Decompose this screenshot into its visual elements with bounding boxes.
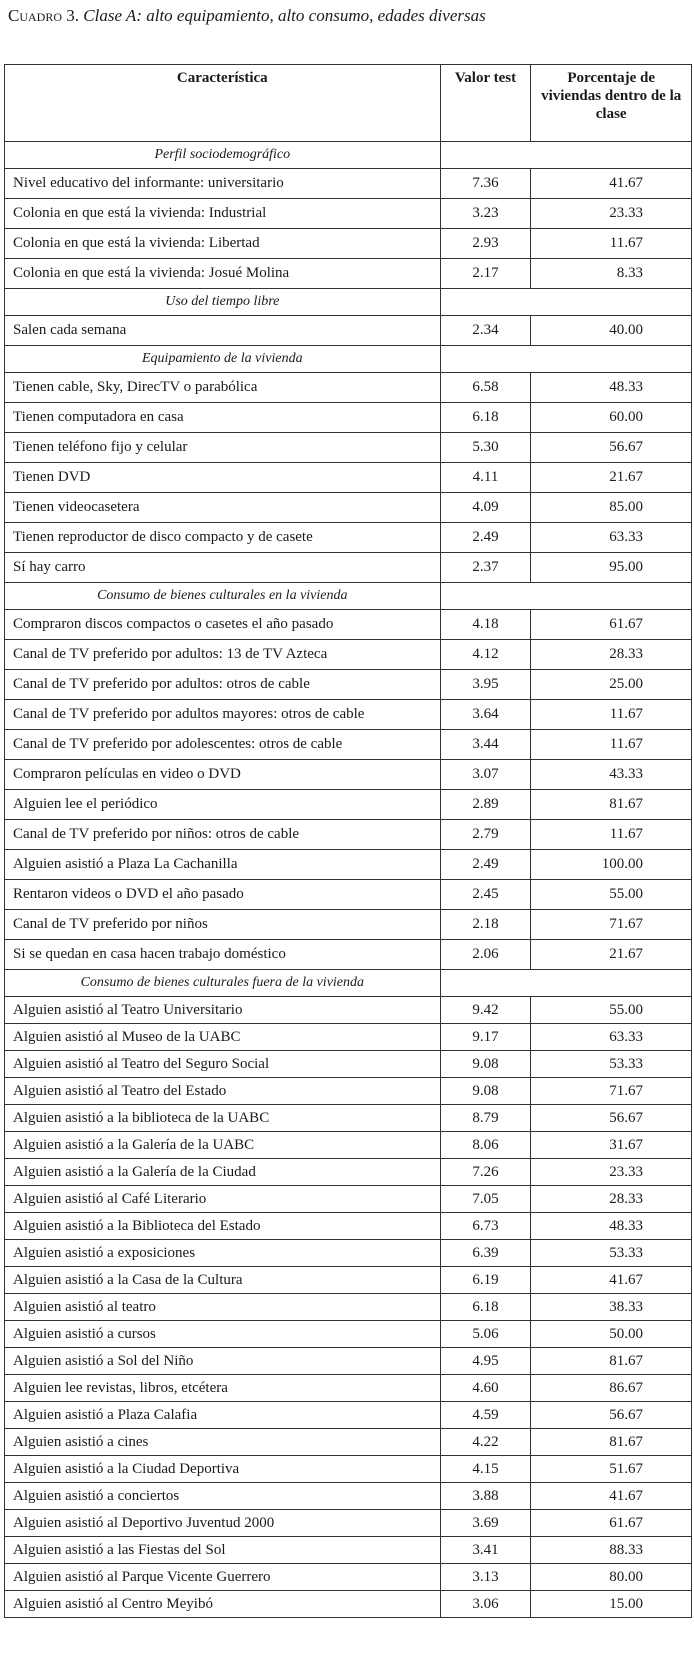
section-empty-cell bbox=[440, 142, 691, 169]
section-title: Consumo de bienes culturales en la vivienda bbox=[5, 583, 441, 610]
row-test-value: 7.05 bbox=[440, 1186, 531, 1213]
table-row bbox=[5, 373, 692, 403]
row-test-value: 3.41 bbox=[440, 1537, 531, 1564]
row-test-value: 6.19 bbox=[440, 1267, 531, 1294]
row-percentage: 25.00 bbox=[531, 670, 692, 700]
row-label: Canal de TV preferido por niños: otros de cable bbox=[5, 820, 441, 850]
table-row bbox=[5, 229, 692, 259]
row-percentage: 61.67 bbox=[531, 1510, 692, 1537]
header-characteristic: Característica bbox=[5, 65, 441, 142]
row-test-value: 4.12 bbox=[440, 640, 531, 670]
row-label: Tienen reproductor de disco compacto y de casete bbox=[5, 523, 441, 553]
row-percentage: 48.33 bbox=[531, 373, 692, 403]
section-empty-cell bbox=[440, 970, 691, 997]
table-row bbox=[5, 259, 692, 289]
row-percentage: 28.33 bbox=[531, 640, 692, 670]
table-row bbox=[5, 1537, 692, 1564]
row-percentage: 21.67 bbox=[531, 940, 692, 970]
row-test-value: 4.22 bbox=[440, 1429, 531, 1456]
row-percentage: 43.33 bbox=[531, 760, 692, 790]
row-label: Canal de TV preferido por adultos mayores: otros de cable bbox=[5, 700, 441, 730]
row-label: Alguien asistió a las Fiestas del Sol bbox=[5, 1537, 441, 1564]
row-percentage: 53.33 bbox=[531, 1051, 692, 1078]
row-percentage: 86.67 bbox=[531, 1375, 692, 1402]
row-test-value: 2.49 bbox=[440, 850, 531, 880]
row-percentage: 55.00 bbox=[531, 997, 692, 1024]
row-test-value: 3.13 bbox=[440, 1564, 531, 1591]
table-row bbox=[5, 940, 692, 970]
row-test-value: 4.15 bbox=[440, 1456, 531, 1483]
table-row bbox=[5, 730, 692, 760]
table-row bbox=[5, 880, 692, 910]
table-row bbox=[5, 1375, 692, 1402]
row-percentage: 81.67 bbox=[531, 1429, 692, 1456]
row-label: Alguien asistió a la biblioteca de la UABC bbox=[5, 1105, 441, 1132]
row-percentage: 56.67 bbox=[531, 433, 692, 463]
row-test-value: 3.23 bbox=[440, 199, 531, 229]
table-row bbox=[5, 910, 692, 940]
row-label: Tienen computadora en casa bbox=[5, 403, 441, 433]
row-percentage: 51.67 bbox=[531, 1456, 692, 1483]
row-percentage: 63.33 bbox=[531, 523, 692, 553]
section-title: Consumo de bienes culturales fuera de la vivienda bbox=[5, 970, 441, 997]
table-row bbox=[5, 523, 692, 553]
row-label: Alguien asistió al Parque Vicente Guerrero bbox=[5, 1564, 441, 1591]
row-test-value: 2.18 bbox=[440, 910, 531, 940]
row-test-value: 2.34 bbox=[440, 316, 531, 346]
row-label: Salen cada semana bbox=[5, 316, 441, 346]
table-row bbox=[5, 493, 692, 523]
row-percentage: 38.33 bbox=[531, 1294, 692, 1321]
row-label: Colonia en que está la vivienda: Libertad bbox=[5, 229, 441, 259]
row-percentage: 23.33 bbox=[531, 1159, 692, 1186]
section-empty-cell bbox=[440, 583, 691, 610]
row-test-value: 7.26 bbox=[440, 1159, 531, 1186]
section-title: Equipamiento de la vivienda bbox=[5, 346, 441, 373]
row-percentage: 15.00 bbox=[531, 1591, 692, 1618]
row-percentage: 60.00 bbox=[531, 403, 692, 433]
section-title: Uso del tiempo libre bbox=[5, 289, 441, 316]
row-label: Tienen teléfono fijo y celular bbox=[5, 433, 441, 463]
row-test-value: 2.06 bbox=[440, 940, 531, 970]
row-label: Alguien asistió al Café Literario bbox=[5, 1186, 441, 1213]
table-row bbox=[5, 1564, 692, 1591]
row-label: Alguien asistió a cursos bbox=[5, 1321, 441, 1348]
table-row bbox=[5, 760, 692, 790]
table-row bbox=[5, 316, 692, 346]
row-test-value: 9.17 bbox=[440, 1024, 531, 1051]
table-row bbox=[5, 1402, 692, 1429]
row-test-value: 4.18 bbox=[440, 610, 531, 640]
row-percentage: 55.00 bbox=[531, 880, 692, 910]
table-row bbox=[5, 1132, 692, 1159]
row-test-value: 6.39 bbox=[440, 1240, 531, 1267]
row-test-value: 6.18 bbox=[440, 403, 531, 433]
table-row bbox=[5, 1321, 692, 1348]
row-label: Alguien asistió a la Biblioteca del Estado bbox=[5, 1213, 441, 1240]
row-percentage: 41.67 bbox=[531, 169, 692, 199]
header-percentage: Porcentaje de viviendas dentro de la clase bbox=[531, 65, 692, 142]
header-test-value: Valor test bbox=[440, 65, 531, 142]
row-label: Compraron discos compactos o casetes el año pasado bbox=[5, 610, 441, 640]
row-percentage: 100.00 bbox=[531, 850, 692, 880]
table-row bbox=[5, 670, 692, 700]
row-test-value: 2.37 bbox=[440, 553, 531, 583]
row-test-value: 8.06 bbox=[440, 1132, 531, 1159]
data-table bbox=[4, 64, 692, 1618]
table-row bbox=[5, 1429, 692, 1456]
row-test-value: 5.06 bbox=[440, 1321, 531, 1348]
table-row bbox=[5, 553, 692, 583]
row-label: Alguien asistió al Deportivo Juventud 2000 bbox=[5, 1510, 441, 1537]
row-percentage: 28.33 bbox=[531, 1186, 692, 1213]
row-label: Sí hay carro bbox=[5, 553, 441, 583]
table-row bbox=[5, 433, 692, 463]
row-label: Canal de TV preferido por adolescentes: otros de cable bbox=[5, 730, 441, 760]
row-percentage: 11.67 bbox=[531, 229, 692, 259]
row-label: Si se quedan en casa hacen trabajo doméstico bbox=[5, 940, 441, 970]
section-row bbox=[5, 583, 692, 610]
table-caption bbox=[8, 6, 486, 26]
row-test-value: 2.45 bbox=[440, 880, 531, 910]
row-percentage: 81.67 bbox=[531, 790, 692, 820]
row-label: Nivel educativo del informante: universitario bbox=[5, 169, 441, 199]
row-label: Alguien asistió a la Ciudad Deportiva bbox=[5, 1456, 441, 1483]
caption-title: Clase A: alto equipamiento, alto consumo, edades diversas bbox=[83, 6, 486, 25]
table-row bbox=[5, 1483, 692, 1510]
row-label: Canal de TV preferido por adultos: 13 de TV Azteca bbox=[5, 640, 441, 670]
row-test-value: 9.42 bbox=[440, 997, 531, 1024]
table-row bbox=[5, 1348, 692, 1375]
row-percentage: 8.33 bbox=[531, 259, 692, 289]
row-label: Colonia en que está la vivienda: Josué Molina bbox=[5, 259, 441, 289]
row-percentage: 63.33 bbox=[531, 1024, 692, 1051]
row-test-value: 2.89 bbox=[440, 790, 531, 820]
table-body bbox=[5, 142, 692, 1618]
row-percentage: 80.00 bbox=[531, 1564, 692, 1591]
table-row bbox=[5, 1294, 692, 1321]
row-test-value: 5.30 bbox=[440, 433, 531, 463]
row-percentage: 40.00 bbox=[531, 316, 692, 346]
row-label: Alguien asistió a cines bbox=[5, 1429, 441, 1456]
table-row bbox=[5, 1456, 692, 1483]
table-row bbox=[5, 1078, 692, 1105]
row-test-value: 3.06 bbox=[440, 1591, 531, 1618]
row-percentage: 23.33 bbox=[531, 199, 692, 229]
row-test-value: 8.79 bbox=[440, 1105, 531, 1132]
row-label: Alguien asistió al Teatro del Estado bbox=[5, 1078, 441, 1105]
row-label: Alguien asistió a la Galería de la Ciudad bbox=[5, 1159, 441, 1186]
row-label: Alguien asistió a Plaza Calafia bbox=[5, 1402, 441, 1429]
row-test-value: 6.58 bbox=[440, 373, 531, 403]
row-percentage: 85.00 bbox=[531, 493, 692, 523]
table-row bbox=[5, 700, 692, 730]
row-label: Alguien asistió a conciertos bbox=[5, 1483, 441, 1510]
row-label: Colonia en que está la vivienda: Industrial bbox=[5, 199, 441, 229]
table-row bbox=[5, 1186, 692, 1213]
table-row bbox=[5, 1159, 692, 1186]
row-label: Compraron películas en video o DVD bbox=[5, 760, 441, 790]
table-row bbox=[5, 790, 692, 820]
row-test-value: 4.60 bbox=[440, 1375, 531, 1402]
row-percentage: 71.67 bbox=[531, 1078, 692, 1105]
row-percentage: 95.00 bbox=[531, 553, 692, 583]
table-row bbox=[5, 1510, 692, 1537]
row-test-value: 4.09 bbox=[440, 493, 531, 523]
row-test-value: 2.93 bbox=[440, 229, 531, 259]
row-test-value: 3.44 bbox=[440, 730, 531, 760]
row-percentage: 50.00 bbox=[531, 1321, 692, 1348]
table-row bbox=[5, 1051, 692, 1078]
row-label: Alguien asistió al Teatro Universitario bbox=[5, 997, 441, 1024]
table-row bbox=[5, 169, 692, 199]
header-row bbox=[5, 65, 692, 142]
table-row bbox=[5, 1591, 692, 1618]
row-label: Alguien asistió al teatro bbox=[5, 1294, 441, 1321]
row-test-value: 2.79 bbox=[440, 820, 531, 850]
table-row bbox=[5, 640, 692, 670]
row-test-value: 9.08 bbox=[440, 1051, 531, 1078]
row-percentage: 31.67 bbox=[531, 1132, 692, 1159]
section-row bbox=[5, 346, 692, 373]
row-label: Alguien asistió a Sol del Niño bbox=[5, 1348, 441, 1375]
row-test-value: 4.11 bbox=[440, 463, 531, 493]
row-percentage: 53.33 bbox=[531, 1240, 692, 1267]
row-label: Alguien asistió a Plaza La Cachanilla bbox=[5, 850, 441, 880]
row-test-value: 6.18 bbox=[440, 1294, 531, 1321]
row-percentage: 11.67 bbox=[531, 730, 692, 760]
table-row bbox=[5, 1105, 692, 1132]
row-percentage: 11.67 bbox=[531, 700, 692, 730]
table-row bbox=[5, 463, 692, 493]
row-test-value: 2.49 bbox=[440, 523, 531, 553]
row-label: Canal de TV preferido por adultos: otros de cable bbox=[5, 670, 441, 700]
row-test-value: 4.95 bbox=[440, 1348, 531, 1375]
section-row bbox=[5, 970, 692, 997]
row-percentage: 21.67 bbox=[531, 463, 692, 493]
caption-label: Cuadro 3. bbox=[8, 6, 80, 25]
table-row bbox=[5, 610, 692, 640]
table-row bbox=[5, 1024, 692, 1051]
row-test-value: 7.36 bbox=[440, 169, 531, 199]
row-label: Alguien lee revistas, libros, etcétera bbox=[5, 1375, 441, 1402]
table-row bbox=[5, 199, 692, 229]
row-label: Alguien asistió a la Casa de la Cultura bbox=[5, 1267, 441, 1294]
row-test-value: 9.08 bbox=[440, 1078, 531, 1105]
row-percentage: 88.33 bbox=[531, 1537, 692, 1564]
row-label: Alguien asistió al Centro Meyibó bbox=[5, 1591, 441, 1618]
row-label: Alguien asistió a la Galería de la UABC bbox=[5, 1132, 441, 1159]
table-row bbox=[5, 850, 692, 880]
table-row bbox=[5, 997, 692, 1024]
row-percentage: 41.67 bbox=[531, 1267, 692, 1294]
section-row bbox=[5, 142, 692, 169]
row-test-value: 3.88 bbox=[440, 1483, 531, 1510]
row-percentage: 81.67 bbox=[531, 1348, 692, 1375]
row-test-value: 6.73 bbox=[440, 1213, 531, 1240]
row-label: Alguien asistió al Museo de la UABC bbox=[5, 1024, 441, 1051]
row-label: Tienen DVD bbox=[5, 463, 441, 493]
row-label: Canal de TV preferido por niños bbox=[5, 910, 441, 940]
row-label: Alguien asistió a exposiciones bbox=[5, 1240, 441, 1267]
row-percentage: 41.67 bbox=[531, 1483, 692, 1510]
row-test-value: 3.95 bbox=[440, 670, 531, 700]
row-test-value: 3.64 bbox=[440, 700, 531, 730]
section-empty-cell bbox=[440, 289, 691, 316]
row-percentage: 56.67 bbox=[531, 1105, 692, 1132]
row-test-value: 3.69 bbox=[440, 1510, 531, 1537]
row-percentage: 56.67 bbox=[531, 1402, 692, 1429]
table-row bbox=[5, 403, 692, 433]
table-row bbox=[5, 1213, 692, 1240]
row-test-value: 3.07 bbox=[440, 760, 531, 790]
row-percentage: 61.67 bbox=[531, 610, 692, 640]
section-empty-cell bbox=[440, 346, 691, 373]
row-percentage: 11.67 bbox=[531, 820, 692, 850]
section-row bbox=[5, 289, 692, 316]
row-label: Alguien lee el periódico bbox=[5, 790, 441, 820]
row-percentage: 71.67 bbox=[531, 910, 692, 940]
row-label: Alguien asistió al Teatro del Seguro Social bbox=[5, 1051, 441, 1078]
row-label: Tienen cable, Sky, DirecTV o parabólica bbox=[5, 373, 441, 403]
row-test-value: 2.17 bbox=[440, 259, 531, 289]
table-row bbox=[5, 1267, 692, 1294]
section-title: Perfil sociodemográfico bbox=[5, 142, 441, 169]
row-percentage: 48.33 bbox=[531, 1213, 692, 1240]
table-row bbox=[5, 1240, 692, 1267]
table-row bbox=[5, 820, 692, 850]
row-label: Tienen videocasetera bbox=[5, 493, 441, 523]
row-test-value: 4.59 bbox=[440, 1402, 531, 1429]
row-label: Rentaron videos o DVD el año pasado bbox=[5, 880, 441, 910]
